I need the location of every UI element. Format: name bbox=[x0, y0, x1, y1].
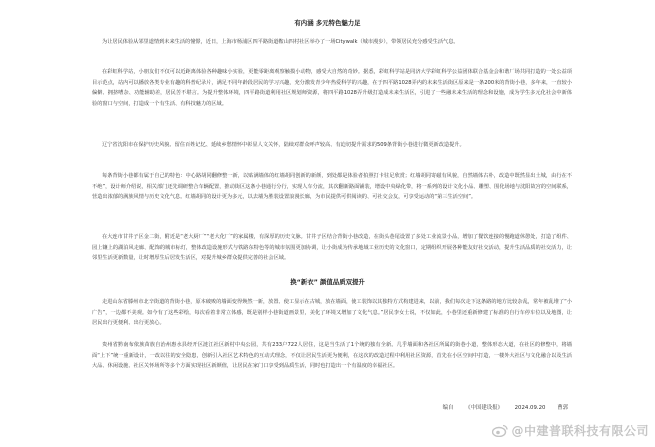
paragraph-alley-features: 每条背街小巷都有属于自己的特色：中心路胡同翻修整一新，以贴满墙体的红墙胡同创新的新颜，到处都是体验者拍照打卡驻足欣赏；红墙胡同寄磁有风貌，自然墙体古朴，改造中既然显出土城，由行在不不绝”，设计师介绍说，相关部门还先调研整合车辆配置，推动街区这条小巷通行分行，实现人车分流，其次翻新路面铺装，增设中央绿化带，将一系列的设计文化小品、雕塑、围化场地与沈阳故宫的空间联系，营造出浓郁的满族风情与历史文化气息。红墙胡同的设计更为多元，以去墙为胜装设置浪漫长廊，为市民提供可供阅读的、可社交会友，可享受运动的“第三生活空间”。 bbox=[92, 173, 572, 200]
paragraph-tengzhou-murals: 走进山东省滕州市北辛街道的背街小巷，原本破败的墙面变得焕然一新，放置、使工显示在古城，放在墙面，使工装饰以其独特方式构建进来，以前，我们每次走下这条路的地方比较杂乱，常年被乱堆了“小广告”，一边都不美观。如今有了这些彩绘，每次看着非常立体感，既是别样小巷街道画景里，美化了环境又增加了文化气息。”居民李女士说，不仅如此，小巷里还重新修建了标准的自行车停车位以及地图，让居民出行更便利、出行更放心。 bbox=[92, 299, 572, 326]
source-author: 曹郭 bbox=[557, 405, 568, 411]
paragraph-shenyang-alleys: 辽宁省沈阳市在保护历史风貌、留住百姓记忆、延续乡愁情怀中彰显人文关怀，陆续对群众呼声较高、有迫切提升需求的509条背街小巷进行微更新改造提升。 bbox=[102, 142, 465, 148]
weibo-logo-icon bbox=[492, 424, 508, 437]
source-publication: 《中国建设报》 bbox=[465, 405, 503, 411]
paragraph-rainbow-science-station: 在彩虹科学站，小朋友们不仅可以近距离体验各种趣味小实验，更能零距离观察触摸小动物，感受大自然的奇妙。据悉，彩虹科学站是同济大学彩虹科学公益团体联合基金会和谐厂场共同打造的一处公益项目示范点，站内可以播放各类专业有趣的科普纪录片，满足不同年龄段居民的学习兴趣，充分激发青少年热爱科学的兴趣，在于四平路1028弄内的未来生活街区原来是一条200米的背街小巷，多年来，一直较小偏僻、拥挤嘈杂、功能辅助差，居民苦不堪言。为提升整体环境，四平路街道利用社区规划师资源，将四平路1028弄升级打造成未来生活区，引进了一些融未来生活的理念和设施，成为学生多元化社会中新体验的窗口与空间，打造成一个有生活、有科技魅力的区域。 bbox=[92, 69, 572, 107]
watermark-text: @中建普联科技有限公司 bbox=[511, 424, 649, 438]
article-source-line bbox=[0, 404, 568, 412]
paragraph-intro-citywalk: 为让居民体验从邻里道情到未来生活的憧憬，近日，上海市杨浦区四平路街道鞍山四村社区举办了一场Citywalk（城市漫步），带领居民充分感受生活气息。 bbox=[102, 39, 459, 45]
paragraph-dalian-ganjingzi: 在大连市甘井子区金二街，附近是“老大厨厂”“老大化厂”的家属楼，有深厚的历史文脉。甘井子区结合背街小巷改造，在街头巷尾设置了多处工业流景小品，增加了餐饮连接的慢跑道休憩处，打造了组件、园上镶上的湖泊风走廊、配饰的城市标灯，整体改造设施形式与铁路东特色等的城市氛围更加协调，让小街成为传承地域工业历史的文化窗口，定期组织开展各种能友好社交活动，提升生活品质的社交活力，让邻里生活更新数量，让时增厚生后居发生活区，对提升城乡群众提供完善的社会区域。 bbox=[92, 234, 572, 261]
source-editor-label: 编自 bbox=[442, 405, 454, 411]
section-heading-new-look: 换“新衣” 颜值品质双提升 bbox=[290, 278, 365, 286]
weibo-watermark bbox=[492, 422, 649, 440]
section-heading-diverse-charm: 有内涵 多元特色魅力足 bbox=[294, 19, 361, 27]
source-date: 2024.09.20 bbox=[514, 405, 546, 411]
paragraph-huishui-community: 贵州省黔南布依族苗族自治州惠水县经开区涟江社区新村中央公园，共有233户722人居住，这是当生活了1个统的独有全新。几乎墙面和各社区所属的街巷小道，整体形态大道，在社区的修整中，将墙面“上下”统一重新设计，一改以往的安全隐患，创新引入社区艺术特色的互动式理念，不仅让居民生活更为便利，在这次的改造过程中利用社区资源，首先在小区空间中打造，一楼外大社区与文化融合以及生活大品、休闲设施、社区关怀场所等多个方面实现社区新颜值，让居民在家门口享受到品质生活，同时也打造出一个有温度的幸福社区。 bbox=[92, 342, 572, 369]
